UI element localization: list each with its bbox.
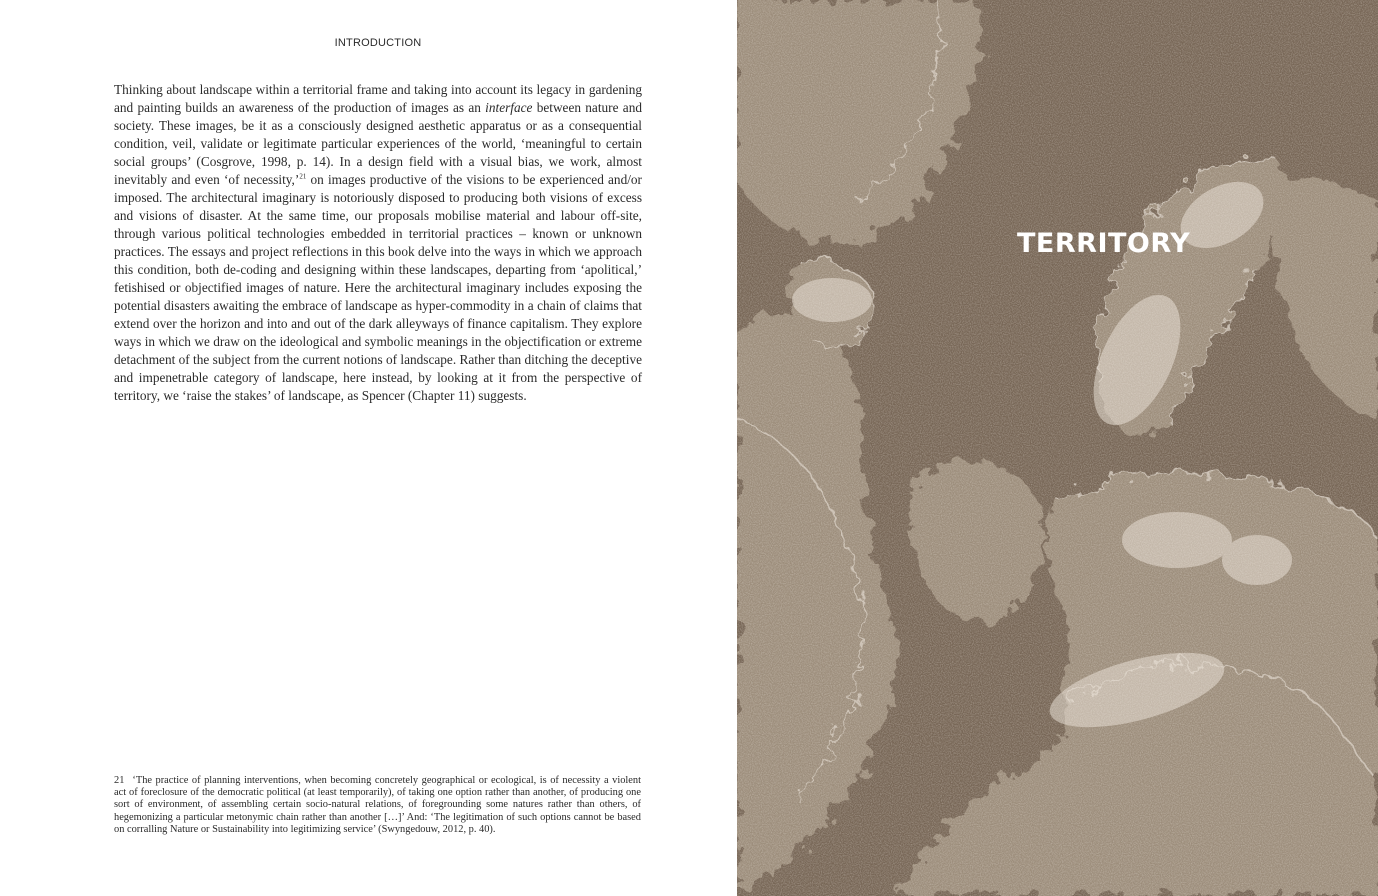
right-page bbox=[737, 0, 1378, 896]
footnote-number: 21 bbox=[114, 775, 125, 786]
footnote bbox=[114, 775, 641, 836]
body-text-italic: interface bbox=[485, 100, 533, 115]
body-text-part-2: between nature and society. These images, be it as a consciously designed aesthetic apparatus or as a consequential condition, veil, validate or legitimate particular experiences of the world, ‘meaningful to certain social groups’ (Cosgrove, 1998, p. 14). In a design field with a visual bias, we work, almost inevitably and even ‘of necessity,’ bbox=[114, 100, 642, 187]
footnote-text: ‘The practice of planning interventions, when becoming concretely geographical or ecological, is of necessity a violent act of foreclosure of the democratic political (at least temporarily), of taking one option rather than another, of producing one sort of environment, of assembling certain socio-natural relations, of foregrounding some natures rather than others, of hegemonizing a particular metonymic chain rather than another […]’ And: ‘The legitimation of such options cannot be based on corralling Nature or Sustainability into legitimizing service’ (Swyngedouw, 2012, p. 40). bbox=[114, 775, 641, 835]
body-text-part-3: on images productive of the visions to be experienced and/or imposed. The architectural imaginary is notoriously disposed to producing both visions of excess and visions of disaster. At the same time, our proposals mobilise material and labour off-site, through various political technologies embedded in territorial practices – known or unknown practices. The essays and project reflections in this book delve into the ways in which we approach this condition, both de-coding and designing within these landscapes, departing from ‘apolitical,’ fetishised or objectified images of nature. Here the architectural imaginary includes exposing the potential disasters awaiting the embrace of landscape as hyper-commodity in a chain of claims that extend over the horizon and into and out of the dark alleyways of finance capitalism. They explore ways in which we draw on the ideological and symbolic meanings in the objectification or extreme detachment of the subject from the current notions of landscape. Rather than ditching the deceptive and impenetrable category of landscape, here instead, by looking at it from the perspective of territory, we ‘raise the stakes’ of landscape, as Spencer (Chapter 11) suggests. bbox=[114, 172, 642, 403]
running-head: INTRODUCTION bbox=[334, 37, 422, 49]
europe-satellite-map bbox=[737, 0, 1378, 896]
section-title: TERRITORY bbox=[1017, 228, 1191, 259]
footnote-reference[interactable]: 21 bbox=[299, 172, 307, 181]
body-text-part-1: Thinking about landscape within a territorial frame and taking into account its legacy in gardening and painting builds an awareness of the production of images as an bbox=[114, 82, 642, 115]
body-paragraph bbox=[114, 81, 642, 405]
